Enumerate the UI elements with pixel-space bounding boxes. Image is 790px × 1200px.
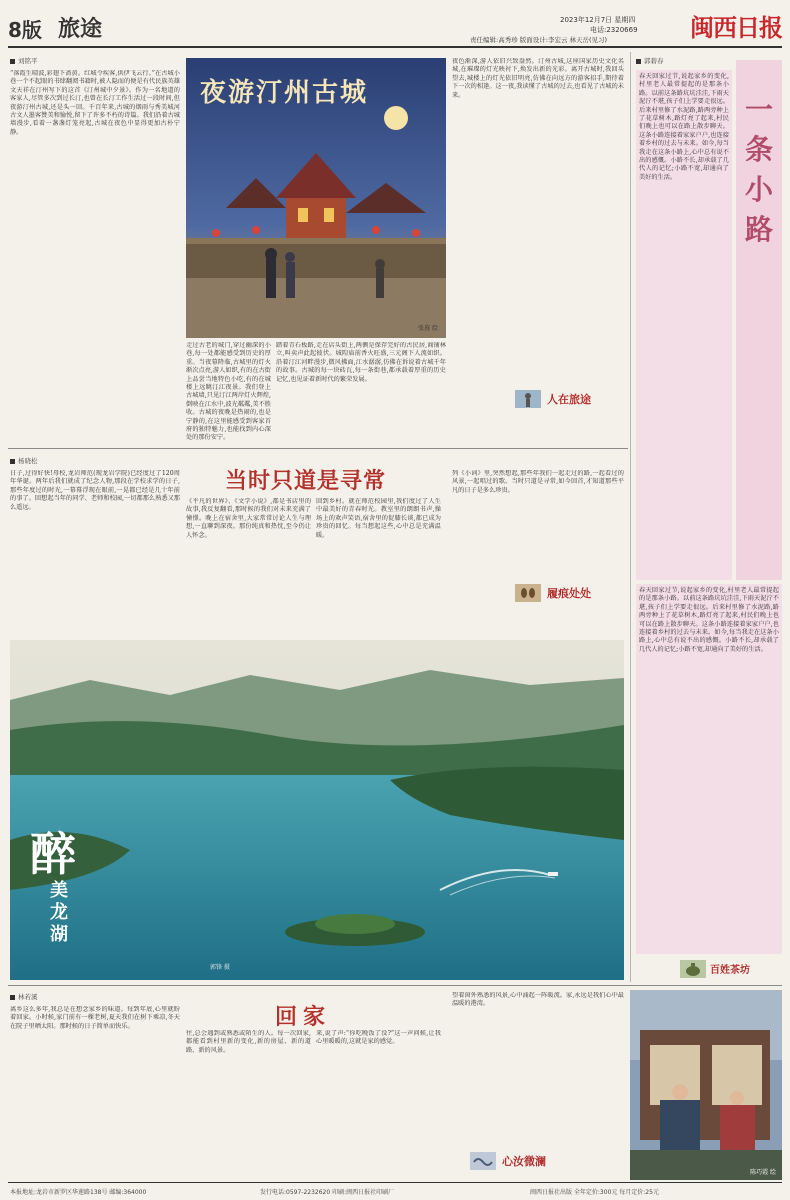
article1-title: 夜游汀州古城 bbox=[200, 78, 369, 108]
article2-col1: 日子,过得好快!母校,龙岩师范(现龙岩学院)已经度过了120周年华诞。两年后我们就成了纪念人物,那段在学校求学的日子,那些年度过的时光,一幕幕浮现在眼前,一晃都已经是几十年前的事了。回想起当年的同学、老师和校园,一切都那么熟悉又那么遥远。 bbox=[10, 470, 180, 511]
heart-wave-icon bbox=[470, 1152, 496, 1170]
article2-col2: 《平凡的世界》、《文学小说》,都是书店里的故事,我反复翻看,那时候的我们对未来充满了憧憬。晚上在宿舍里,大家常常讨论人生与理想,一直聊到深夜。那份纯真和热忱,至今仍让人怀念。 bbox=[186, 498, 311, 539]
article4-col1: 离乡这么多年,我总是在想念家乡的味道。每到年底,心里就盼着回家。小时候,家门前有一棵老树,夏天我们在树下乘凉,冬天在院子里晒太阳。那时候的日子简单而快乐。 bbox=[10, 1006, 180, 1030]
divider-1 bbox=[8, 448, 628, 449]
article1-col1: “落霞生晴波,彩翅下斋黄。红城令疾客,供伊飞云行。”在古城小巷一个不起眼的书肆翻阅书籍时,被人隐而的便是有代民族英雄文天祥在汀州写下的这首《汀州城中夕景》。作为一名地道的客家人,尽管多次到过长汀,也曾在长汀工作生活过一段时间,但夜游汀州古城,还是头一回。千百年来,古城的烟雨与秀美城河古文人墨客赞美和愉悦,留下了许多不朽的诗篇。我们沿着古城墙漫步,看着一盏盏灯笼亮起,古城在夜色中显得更加古朴宁静。 bbox=[10, 70, 180, 136]
article2-col3: 回到乡村。就在师范校园里,我们度过了人生中最美好的青春时光。教室里的朗朗书声,操场上的欢声笑语,宿舍里的促膝长谈,都已成为珍贵的回忆。每当想起这些,心中总是充满温暖。 bbox=[316, 498, 441, 539]
article3-col-a: 春天回家过节,说起家乡的变化,村里老人最常提起的是那条小路。以前这条路坑坑洼洼,下雨天泥泞不堪,孩子们上学要走很远。后来村里修了水泥路,路两旁种上了花草树木,路灯亮了起来,村民们晚上也可以在路上散步聊天。这条小路连接着家家户户,也连接着乡村的过去与未来。如今,每当我走在这条小路上,心中总有说不出的感慨。小路不长,却承载了几代人的记忆;小路不宽,却通向了美好的生活。 bbox=[636, 70, 732, 580]
header-rule bbox=[8, 46, 782, 48]
page-number: 8版 bbox=[8, 18, 42, 42]
page-header bbox=[0, 0, 790, 44]
section-title: 旅途 bbox=[58, 16, 103, 42]
article4-title: 回家 bbox=[275, 1004, 332, 1030]
footer-mid: 发行电话:0597-2232620 印刷:闽西日报社印刷厂 bbox=[260, 1189, 395, 1196]
article2-col4: 列《小词》里,突然想起,那些年我们一起走过的路,一起看过的风景,一起唱过的歌。当时只道是寻常,如今回首,才知道那些平凡的日子是多么珍贵。 bbox=[452, 470, 624, 494]
article1-byline: 刘铭平 bbox=[10, 56, 38, 65]
article3-tag: 百姓茶坊 bbox=[710, 965, 750, 976]
traveler-icon bbox=[515, 390, 541, 408]
footer-left: 本报地址:龙岩市新罗区华莲路138号 邮编:364000 bbox=[10, 1189, 147, 1196]
article4-col3: 来,说了声:“你吃晚饭了没?”这一声问候,让我心里暖暖的,这就是家的感觉。 bbox=[316, 1030, 441, 1046]
article4-byline: 林若溪 bbox=[10, 992, 38, 1001]
article3-col-b: 春天回家过节,说起家乡的变化,村里老人最常提起的是那条小路。以前这条路坑坑洼洼,下雨天泥泞不堪,孩子们上学要走很远。后来村里修了水泥路,路两旁种上了花草树木,路灯亮了起来,村民们晚上也可以在路上散步聊天。这条小路连接着家家户户,也连接着乡村的过去与未来。如今,每当我走在这条小路上,心中总有说不出的感慨。小路不长,却承载了几代人的记忆;小路不宽,却通向了美好的生活。 bbox=[636, 584, 782, 954]
article2-section-tag bbox=[515, 582, 615, 604]
footprint-icon bbox=[515, 584, 541, 602]
lake-landscape-image bbox=[10, 640, 624, 980]
photo-credit: 郭锋 摄 bbox=[210, 964, 230, 971]
teapot-icon bbox=[680, 960, 706, 978]
date-line: 2023年12月7日 星期四 bbox=[560, 16, 636, 24]
article1-col3: 踏着青石板路,走在店头街上,两侧是保存完好的古民居,商铺林立,叫卖声此起彼伏。城隍庙前香火旺盛,三元阁下人流如织。沿着汀江河畔漫步,微风拂面,江水潺潺,仿佛在诉说着古城千年的故事。古城的每一块砖瓦,每一条街巷,都承载着厚重的历史记忆,也见证着新时代的繁荣发展。 bbox=[276, 342, 446, 383]
article1-illus-credit: 张旌 绘 bbox=[418, 325, 438, 332]
article2-tag: 履痕处处 bbox=[547, 587, 591, 600]
article4-tag: 心汝微澜 bbox=[502, 1155, 546, 1168]
divider-2 bbox=[8, 985, 782, 986]
article2-title: 当时只道是寻常 bbox=[225, 468, 387, 494]
article1-section-tag bbox=[515, 388, 615, 410]
article3-title: 一条小路 bbox=[744, 93, 773, 246]
footer-rule bbox=[8, 1182, 782, 1183]
brand-logo: 闽西日报 bbox=[690, 13, 782, 42]
phone-line: 电话:2320669 bbox=[590, 26, 638, 34]
lake-photo bbox=[10, 640, 624, 980]
article1-illustration bbox=[186, 58, 446, 338]
article4-col2: 往,总会遇到或熟悉或陌生的人。每一次回家,都能看到村里新的变化,新的房屋、新的道路、新的风景。 bbox=[186, 1030, 311, 1054]
article3-section-tag bbox=[680, 958, 780, 980]
article1-col4: 夜色渐深,游人依旧兴致盎然。汀州古城,这座国家历史文化名城,在璀璨的灯光映衬下,焕发出新的光彩。离开古城时,我回头望去,城楼上的灯光依旧明亮,仿佛在向远方的游客招手,期待着下一次的相逢。这一夜,我读懂了古城的过去,也看见了古城的未来。 bbox=[452, 58, 624, 99]
article1-col2: 走过古老的城门,穿过幽深的小巷,每一处都能感受到历史的厚重。当夜幕降临,古城里的灯火渐次点亮,游人如织,有的在古街上品尝当地特色小吃,有的在城楼上远眺汀江夜景。我们登上古城墙,只见汀江两岸灯火辉煌,倒映在江水中,波光粼粼,美不胜收。古城的夜晚是热闹的,也是宁静的,在这里能感受到客家首府的独特魅力,也能找到内心深处的那份安宁。 bbox=[186, 342, 271, 442]
homecoming-illustration bbox=[630, 990, 782, 1180]
article4-col4: 望着窗外熟悉的风景,心中涌起一阵暖流。家,永远是我们心中最温暖的港湾。 bbox=[452, 992, 624, 1008]
right-column-divider bbox=[630, 52, 631, 982]
photo-caption-big: 醉 bbox=[30, 827, 76, 881]
article3-byline: 郭碧春 bbox=[636, 56, 664, 65]
article1-tag: 人在旅途 bbox=[547, 393, 591, 406]
article4-section-tag bbox=[470, 1150, 580, 1172]
photo-caption-title: 美龙湖 bbox=[50, 880, 68, 945]
article4-illus-credit: 陈巧霞 绘 bbox=[750, 1169, 776, 1176]
editors-line: 责任编辑:高秀珍 版面设计:李宏云 林天岳(见习) bbox=[470, 36, 608, 44]
article2-byline: 杨晓松 bbox=[10, 456, 38, 465]
article4-illustration bbox=[630, 990, 782, 1180]
footer-right: 闽西日报社出版 全年定价:300元 每月定价:25元 bbox=[530, 1189, 659, 1196]
